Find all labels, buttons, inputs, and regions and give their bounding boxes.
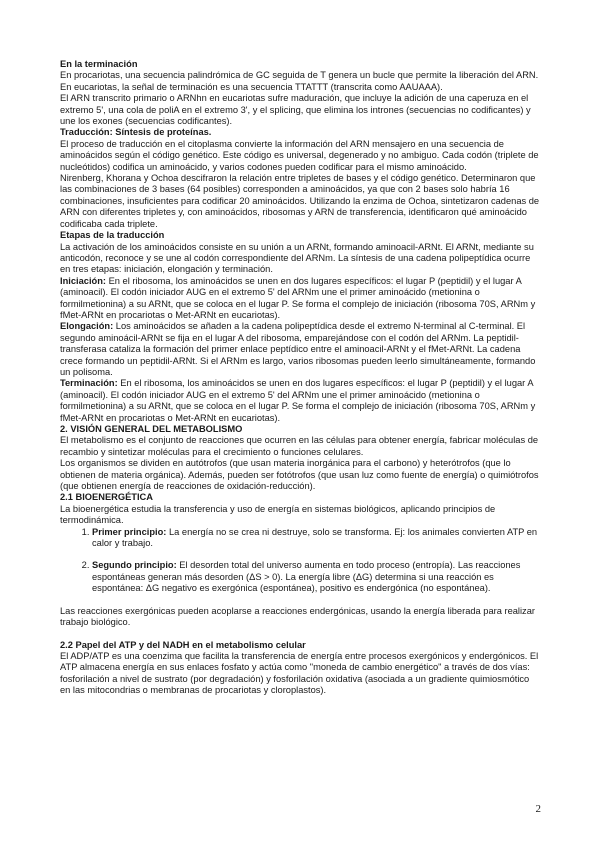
metabolism-paragraph-1: El metabolismo es el conjunto de reacciones que ocurren en las células para obtener energía, fabricar moléculas de recambio y sintetizar moléculas para el crecimiento o funciones celulares. [60, 435, 539, 457]
initiation-label: Iniciación: [60, 275, 106, 286]
elongation-paragraph [60, 321, 540, 378]
spacer [60, 629, 540, 640]
principles-list [60, 527, 540, 595]
termination-stage-label: Terminación: [60, 378, 118, 389]
first-principle-text: La energía no se crea ni destruye, solo se transforma. Ej: los animales convierten ATP en calor y trabajo. [92, 526, 538, 549]
termination-heading: En la terminación [60, 59, 138, 69]
atp-heading: 2.2 Papel del ATP y del NADH en el metabolismo celular [60, 639, 306, 650]
atp-paragraph-1: El ADP/ATP es una coenzima que facilita la transferencia de energía entre procesos exergónicos y endergónicos. El ATP almacena energía en sus enlaces fosfato y actúa como "moneda de cambio energético" a través de dos vías: fosforilación a nivel de sustrato (por degradación) y fosforilación oxidativa (asociada a un gradiente quimiosmótico en las mitocondrias o membranas de procariotas y cloroplastos). [60, 650, 539, 696]
bioenergetics-paragraph-2: Las reacciones exergónicas pueden acoplarse a reacciones endergónicas, usando la energía liberada para realizar trabajo biológico. [60, 605, 535, 628]
translation-heading: Traducción: Síntesis de proteínas. [60, 127, 212, 138]
bioenergetics-paragraph-1: La bioenergética estudia la transferencia y uso de energía en sistemas biológicos, aplicando principios de termodinámica. [60, 503, 496, 526]
termination-stage-text: En el ribosoma, los aminoácidos se unen en dos lugares específicos: el lugar P (peptidil) y el lugar A (aminoacil). El codón iniciador AUG en el extremo 5' del ARNm une el primer aminoácido (metionina o formilmetionina) a su ARNt, que se coloca en el lugar P. Se forma el complejo de iniciación (ribosoma 70S, ARNm y fMet-ARNt en procariotas o Met-ARNt en eucariotas). [60, 378, 536, 423]
list-item [92, 527, 540, 550]
second-principle-text: El desorden total del universo aumenta en todo proceso (entropía). Las reacciones espontáneas generan más desorden (ΔS > 0). La energía libre (ΔG) determina si una reacción es espontánea: ΔG negativo es exergónica (espontánea), positivo es endergónica (no espontánea). [92, 560, 521, 594]
translation-paragraph-1: El proceso de traducción en el citoplasma convierte la información del ARN mensajero en una secuencia de aminoácidos según el código genético. Este código es universal, degenerado y no ambiguo. Cada codón (triplete de nucleótidos) codifica un aminoácido, y varios codones pueden codificar para el mismo aminoácido. [60, 138, 539, 172]
second-principle-label: Segundo principio: [92, 560, 177, 571]
metabolism-heading: 2. VISIÓN GENERAL DEL METABOLISMO [60, 424, 243, 434]
elongation-text: Los aminoácidos se añaden a la cadena polipeptídica desde el extremo N-terminal al C-terminal. El segundo aminoácil-ARNt se fija en el lugar A del ribosoma, emparejándose con el codón del ARNm. La peptidil-transferasa cataliza la formación del primer enlace peptídico entre el aminoacil-ARNt y el fMet-ARNt. La cadena crece formando un peptidil-ARNt. Si el ARNm es largo, varios ribosomas pueden leerlo simultáneamente, formando un polisoma. [60, 321, 536, 377]
stages-heading: Etapas de la traducción [60, 230, 165, 241]
termination-paragraph-1: En procariotas, una secuencia palindrómica de GC seguida de T genera un bucle que permite la liberación del ARN. En eucariotas, la señal de terminación es una secuencia TTATTT (transcrita como AAUAAA). [60, 70, 539, 92]
initiation-paragraph [60, 276, 540, 322]
elongation-label: Elongación: [60, 321, 114, 332]
spacer [60, 595, 540, 606]
termination-stage-paragraph [60, 378, 540, 424]
initiation-text: En el ribosoma, los aminoácidos se unen en dos lugares específicos: el lugar P (peptidil) y el lugar A (aminoacil). El codón iniciador AUG en el extremo 5' del ARNm une el primer aminoácido (metionina o formilmetionina) a su ARNt, que se coloca en el lugar P. Se forma el complejo de iniciación (ribosoma 70S, ARNm y fMet-ARNt en procariotas o Met-ARNt en eucariotas). [60, 275, 536, 320]
list-item [92, 560, 540, 594]
page-number: 2 [535, 803, 541, 815]
stages-paragraph-1: La activación de los aminoácidos consiste en su unión a un ARNt, formando aminoacil-ARNt. El ARNt, mediante su anticodón, reconoce y se une al codón correspondiente del ARNm. La síntesis de una cadena polipeptídica ocurre en tres etapas: iniciación, elongación y terminación. [60, 241, 534, 275]
bioenergetics-heading: 2.1 BIOENERGÉTICA [60, 492, 153, 503]
translation-paragraph-2: Nirenberg, Khorana y Ochoa descifraron la relación entre tripletes de bases y el código genético. Determinaron que las combinaciones de 3 bases (64 posibles) corresponden a aminoácidos, ya que con 2 bases solo habría 16 combinaciones, insuficientes para codificar 20 aminoácidos. Utilizando la enzima de Ochoa, sintetizaron cadenas de ARN con diferentes tripletes y, con aminoácidos, ribosomas y ARN de transferencia, identificaron qué aminoácido codificaba cada triplete. [60, 173, 540, 229]
document-page [60, 59, 540, 697]
termination-paragraph-2: El ARN transcrito primario o ARNhn en eucariotas sufre maduración, que incluye la adición de una caperuza en el extremo 5', una cola de poliA en el extremo 3', y el splicing, que elimina los intrones (secuencias no codificantes) y une los exones (secuencias codificantes). [60, 93, 531, 127]
metabolism-paragraph-2: Los organismos se dividen en autótrofos (que usan materia inorgánica para el carbono) y heterótrofos (que lo obtienen de materia orgánica). Además, pueden ser fotótrofos (que usan luz como fuente de energía) o quimiótrofos (que obtienen energía de reacciones de oxidación-reducción). [60, 458, 539, 492]
first-principle-label: Primer principio: [92, 526, 167, 537]
